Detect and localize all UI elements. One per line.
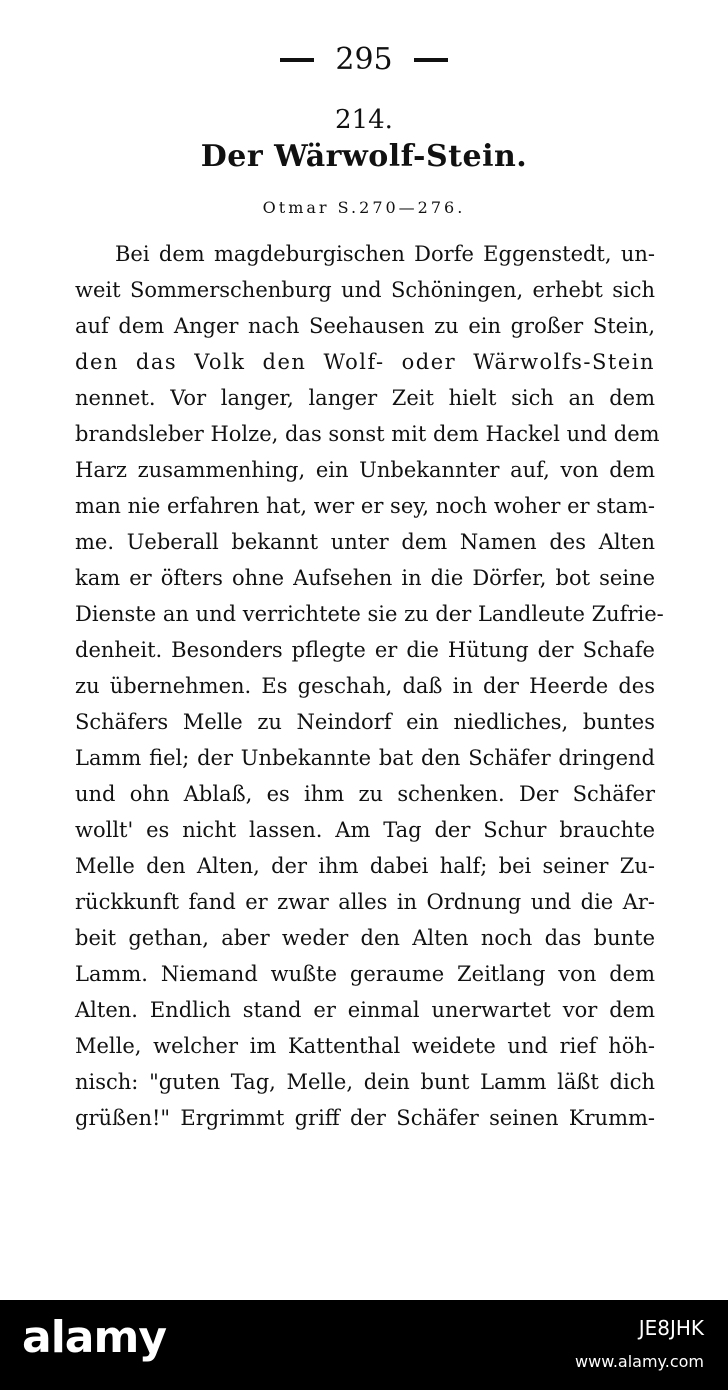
text-line: rückkunft fand er zwar alles in Ordnung und die Ar- — [75, 890, 655, 914]
text-line: Lamm fiel; der Unbekannte bat den Schäfer dringend — [75, 746, 655, 770]
story-title: Der Wärwolf-Stein. — [200, 139, 528, 174]
text-line: grüßen!" Ergrimmt griff der Schäfer seinen Krumm- — [75, 1106, 655, 1130]
text-line: den das Volk den Wolf- oder Wärwolfs-Stein — [75, 350, 655, 374]
text-line: Lamm. Niemand wußte geraume Zeitlang von dem — [75, 962, 655, 986]
text-line: brandsleber Holze, das sonst mit dem Hackel und dem — [75, 422, 660, 446]
text-line: Harz zusammenhing, ein Unbekannter auf, von dem — [75, 458, 655, 482]
text-line: man nie erfahren hat, wer er sey, noch woher er stam- — [75, 494, 655, 518]
text-line: Schäfers Melle zu Neindorf ein niedliches, buntes — [75, 710, 655, 734]
header-dash-left — [280, 58, 314, 62]
text-line: beit gethan, aber weder den Alten noch das bunte — [75, 926, 655, 950]
page-number: 295 — [335, 42, 393, 77]
text-line: Dienste an und verrichtete sie zu der Landleute Zufrie- — [75, 602, 664, 626]
text-line: kam er öfters ohne Aufsehen in die Dörfer, bot seine — [75, 566, 655, 590]
image-id: JE8JHK — [638, 1316, 704, 1340]
text-line: wollt' es nicht lassen. Am Tag der Schur brauchte — [75, 818, 655, 842]
alamy-logo: alamy — [22, 1312, 166, 1363]
text-line: me. Ueberall bekannt unter dem Namen des Alten — [75, 530, 655, 554]
story-number: 214. — [335, 105, 393, 135]
text-line: Melle den Alten, der ihm dabei half; bei seiner Zu- — [75, 854, 655, 878]
text-line: auf dem Anger nach Seehausen zu ein großer Stein, — [75, 314, 655, 338]
text-line: Melle, welcher im Kattenthal weidete und rief höh- — [75, 1034, 655, 1058]
source-reference: Otmar S.270—276. — [262, 198, 466, 217]
body-text — [75, 236, 664, 1136]
text-line: Bei dem magdeburgischen Dorfe Eggenstedt, un- — [115, 242, 655, 266]
text-line: nennet. Vor langer, langer Zeit hielt sich an dem — [75, 386, 655, 410]
text-line: nisch: "guten Tag, Melle, dein bunt Lamm läßt dich — [75, 1070, 655, 1094]
text-line: denheit. Besonders pflegte er die Hütung der Schafe — [75, 638, 655, 662]
page-header — [0, 40, 728, 80]
watermark-footer — [0, 1300, 728, 1390]
text-line: Alten. Endlich stand er einmal unerwartet vor dem — [75, 998, 655, 1022]
text-line: weit Sommerschenburg und Schöningen, erhebt sich — [75, 278, 655, 302]
footer-url: www.alamy.com — [575, 1352, 704, 1371]
header-dash-right — [414, 58, 448, 62]
text-line: zu übernehmen. Es geschah, daß in der Heerde des — [75, 674, 655, 698]
text-line: und ohn Ablaß, es ihm zu schenken. Der Schäfer — [75, 782, 655, 806]
